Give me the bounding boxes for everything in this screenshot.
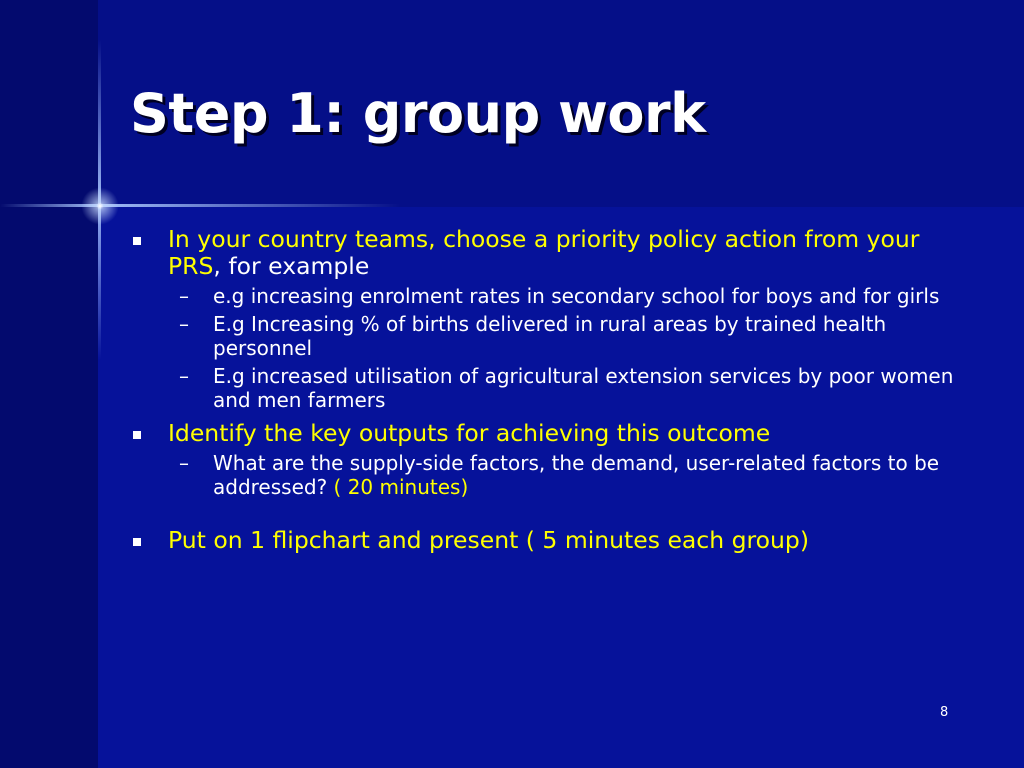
time-highlight: ( 20 minutes) [333, 475, 469, 499]
bullet-item-2 [130, 420, 970, 447]
page-number: 8 [940, 705, 949, 720]
sub-bullet-text: E.g Increasing % of births delivered in rural areas by trained health personnel [213, 312, 887, 360]
bullet-3-text: Put on 1 flipchart and present ( 5 minutes each group) [168, 526, 810, 554]
square-bullet-icon [133, 431, 141, 439]
slide-title: Step 1: group work [130, 82, 706, 145]
bullet-item-3 [130, 527, 970, 554]
sub-bullet-text: e.g increasing enrolment rates in secondary school for boys and for girls [213, 284, 940, 308]
sub-bullet-item-1-2 [130, 312, 970, 360]
sub-bullet-item-2-1 [130, 451, 970, 499]
dash-bullet-icon: – [179, 284, 189, 308]
dash-bullet-icon: – [179, 364, 189, 388]
bullet-1-highlight: In your country teams, choose a priority policy action from your PRS [168, 225, 920, 280]
left-band [0, 0, 98, 768]
sub-bullet-text: What are the supply-side factors, the demand, user-related factors to be addressed? [213, 451, 940, 499]
spacer [130, 503, 970, 527]
dash-bullet-icon: – [179, 312, 189, 336]
horizontal-glow-line [0, 204, 400, 207]
bullet-2-text: Identify the key outputs for achieving this outcome [168, 419, 771, 447]
sub-bullet-text: E.g increased utilisation of agricultural extension services by poor women and men farmers [213, 364, 954, 412]
star-sparkle-icon [78, 184, 122, 228]
bullet-item-1 [130, 226, 970, 280]
slide-content [130, 226, 970, 558]
square-bullet-icon [133, 538, 141, 546]
sub-bullet-item-1-3 [130, 364, 970, 412]
square-bullet-icon [133, 237, 141, 245]
sub-bullet-item-1-1 [130, 284, 970, 308]
bullet-1-rest: , for example [213, 252, 370, 280]
dash-bullet-icon: – [179, 451, 189, 475]
